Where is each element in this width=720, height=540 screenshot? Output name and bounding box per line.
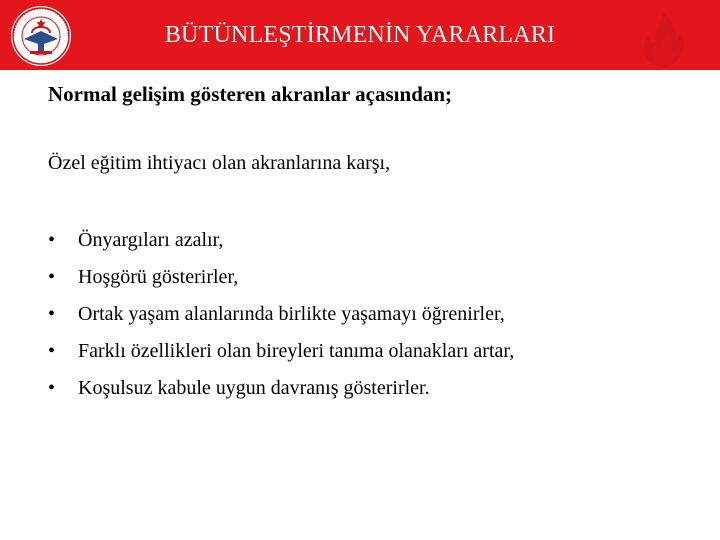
bullet-icon: • bbox=[48, 303, 56, 325]
list-item bbox=[48, 299, 514, 329]
list-item bbox=[48, 336, 514, 366]
list-item-text: Koşulsuz kabule uygun davranış gösterirler. bbox=[78, 377, 430, 399]
page-title: BÜTÜNLEŞTİRMENİN YARARLARI bbox=[164, 22, 556, 48]
list-item bbox=[48, 373, 514, 403]
bullet-icon: • bbox=[48, 377, 56, 399]
list-item-text: Ortak yaşam alanlarında birlikte yaşamayı öğrenirler, bbox=[78, 303, 505, 325]
list-item bbox=[48, 262, 514, 292]
list-item-text: Önyargıları azalır, bbox=[78, 229, 224, 251]
bullet-icon: • bbox=[48, 340, 56, 362]
list-item-text: Hoşgörü gösterirler, bbox=[78, 266, 239, 288]
list-item-text: Farklı özellikleri olan bireyleri tanıma olanakları artar, bbox=[78, 340, 515, 362]
section-subtitle: Normal gelişim gösteren akranlar açasından; bbox=[48, 82, 453, 106]
list-item bbox=[48, 225, 514, 255]
bullet-icon: • bbox=[48, 266, 56, 288]
bullet-icon: • bbox=[48, 229, 56, 251]
bullet-list bbox=[48, 225, 514, 410]
intro-text: Özel eğitim ihtiyacı olan akranlarına karşı, bbox=[48, 152, 391, 174]
